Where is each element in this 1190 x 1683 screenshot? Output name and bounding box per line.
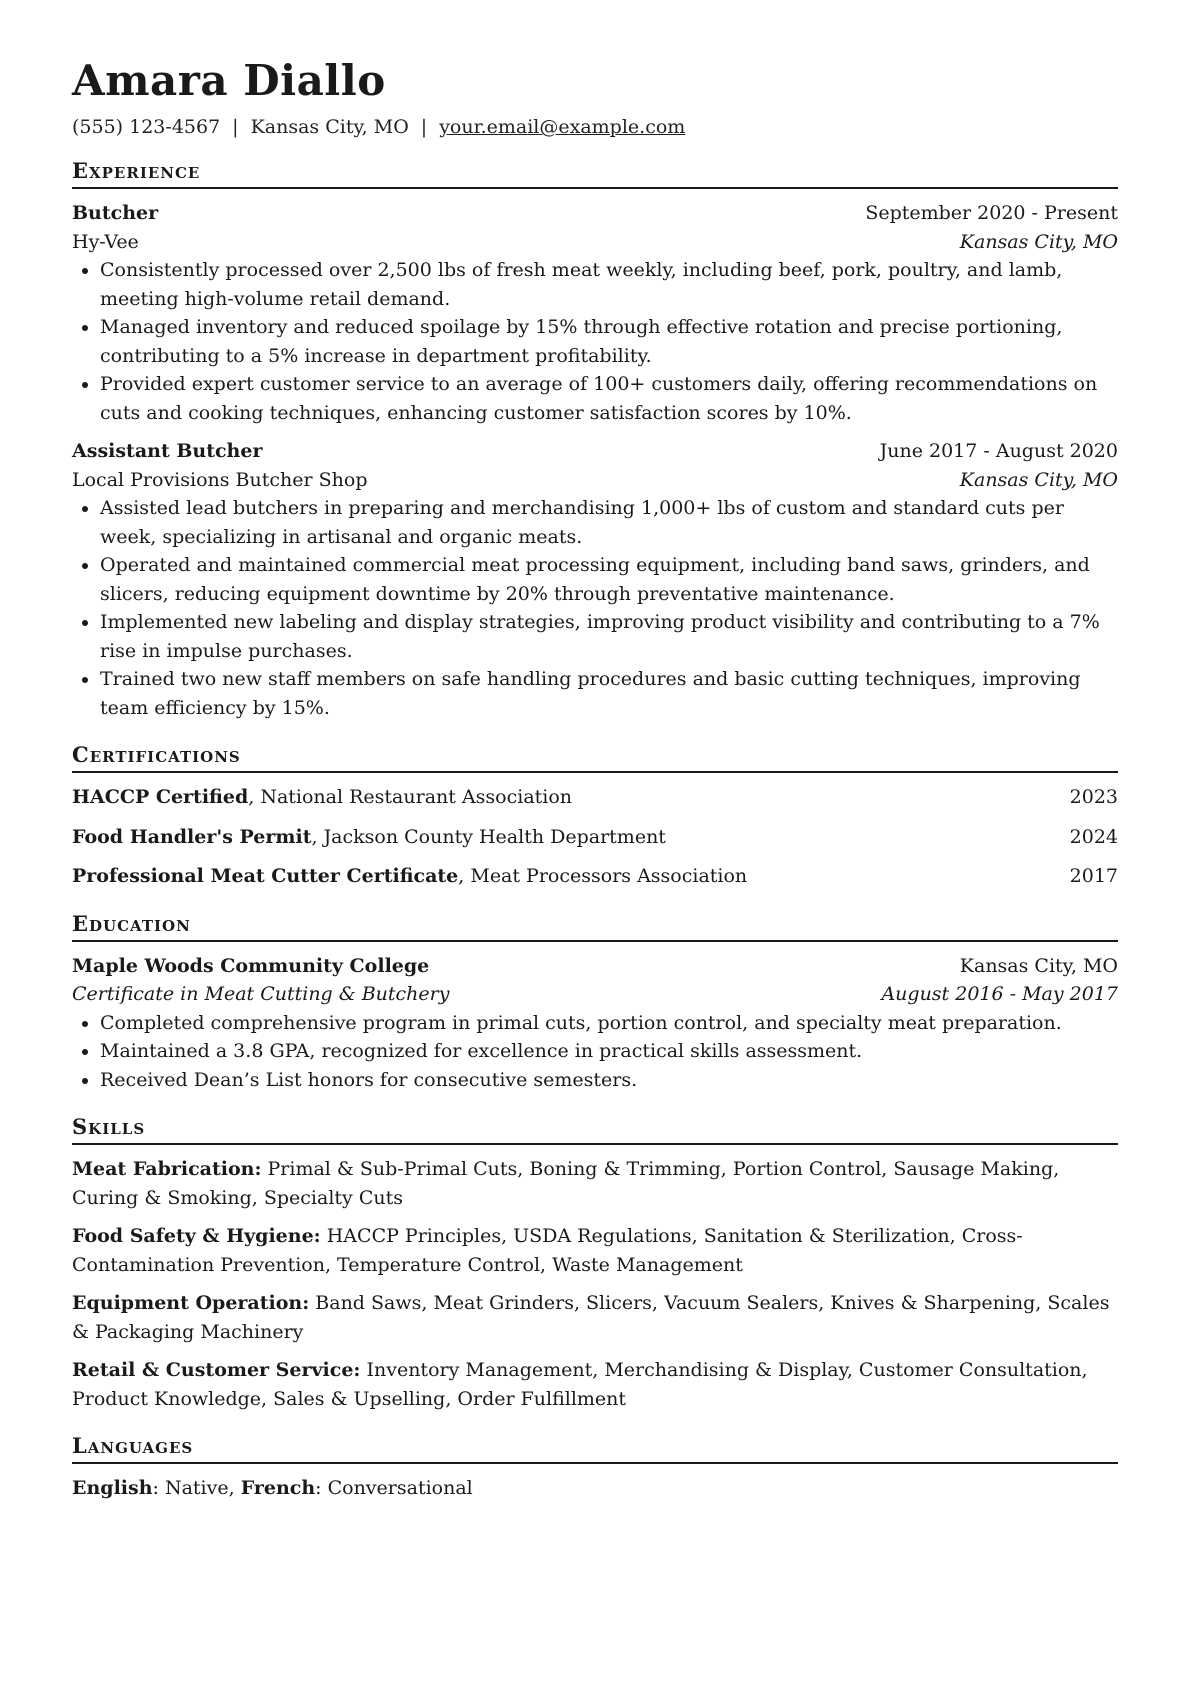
languages-line: [72, 1474, 1118, 1503]
cert-year: 2024: [1069, 825, 1118, 848]
job-dates: June 2017 - August 2020: [879, 440, 1118, 463]
skill-row: [72, 1356, 1118, 1413]
education-entry: [72, 952, 1118, 1095]
bullet-item: • Implemented new labeling and display strategies, improving product visibility and contributing to a 7% rise in impulse purchases.: [100, 608, 1118, 665]
skill-label: Meat Fabrication:: [72, 1158, 262, 1181]
location: Kansas City, MO: [250, 116, 409, 139]
section-title-experience: Experience: [72, 158, 1118, 189]
bullet-item: • Trained two new staff members on safe handling procedures and basic cutting techniques, improving team efficiency by 15%.: [100, 665, 1118, 722]
job-location: Kansas City, MO: [959, 468, 1118, 491]
job-dates: September 2020 - Present: [865, 202, 1118, 225]
bullet-list: [72, 256, 1118, 427]
bullet-list: [72, 1009, 1118, 1095]
certification-row: [72, 823, 1118, 852]
bullet-item: • Operated and maintained commercial meat processing equipment, including band saws, grinders, and slicers, reducing equipment downtime by 20% through preventative maintenance.: [100, 551, 1118, 608]
section-title-education: Education: [72, 911, 1118, 942]
skill-label: Food Safety & Hygiene:: [72, 1225, 321, 1248]
skill-text: Inventory Management, Merchandising & Display, Customer Consultation, Product Knowledge, Sales & Upselling, Order Fulfillment: [72, 1359, 1088, 1410]
phone: (555) 123-4567: [72, 116, 221, 139]
skill-text: Band Saws, Meat Grinders, Slicers, Vacuum Sealers, Knives & Sharpening, Scales & Packaging Machinery: [72, 1292, 1110, 1343]
cert-issuer: , Jackson County Health Department: [311, 825, 666, 848]
skill-text: Primal & Sub-Primal Cuts, Boning & Trimming, Portion Control, Sausage Making, Curing & Smoking, Specialty Cuts: [72, 1158, 1060, 1209]
certification-row: [72, 862, 1118, 891]
company: Local Provisions Butcher Shop: [72, 468, 368, 491]
cert-year: 2017: [1069, 865, 1118, 888]
language-name: English: [72, 1477, 153, 1500]
bullet-list: [72, 494, 1118, 722]
bullet-item: • Consistently processed over 2,500 lbs of fresh meat weekly, including beef, pork, poultry, and lamb, meeting high-volume retail demand.: [100, 256, 1118, 313]
language-level: : Conversational: [315, 1477, 473, 1500]
company: Hy-Vee: [72, 230, 139, 253]
bullet-item: • Maintained a 3.8 GPA, recognized for excellence in practical skills assessment.: [100, 1037, 1118, 1066]
bullet-item: • Completed comprehensive program in primal cuts, portion control, and specialty meat preparation.: [100, 1009, 1118, 1038]
school-location: Kansas City, MO: [959, 954, 1118, 977]
cert-year: 2023: [1069, 786, 1118, 809]
skill-row: [72, 1222, 1118, 1279]
cert-name: HACCP Certified: [72, 786, 249, 809]
contact-separator: |: [232, 116, 239, 139]
language-name: French: [240, 1477, 316, 1500]
skill-label: Retail & Customer Service:: [72, 1359, 361, 1382]
job-title: Assistant Butcher: [72, 440, 263, 463]
contact-line: [72, 116, 1118, 138]
section-title-skills: Skills: [72, 1114, 1118, 1145]
section-title-certifications: Certifications: [72, 742, 1118, 773]
skill-row: [72, 1289, 1118, 1346]
skill-row: [72, 1155, 1118, 1212]
skill-label: Equipment Operation:: [72, 1292, 310, 1315]
language-level: : Native,: [152, 1477, 241, 1500]
education-dates: August 2016 - May 2017: [881, 983, 1118, 1006]
degree: Certificate in Meat Cutting & Butchery: [72, 983, 450, 1006]
contact-separator: |: [420, 116, 428, 139]
bullet-item: • Provided expert customer service to an average of 100+ customers daily, offering recommendations on cuts and cooking techniques, enhancing customer satisfaction scores by 10%.: [100, 370, 1118, 427]
bullet-item: • Received Dean’s List honors for consecutive semesters.: [100, 1066, 1118, 1095]
section-title-languages: Languages: [72, 1433, 1118, 1464]
school-name: Maple Woods Community College: [72, 954, 430, 977]
email-link[interactable]: your.email@example.com: [439, 116, 686, 139]
cert-issuer: , National Restaurant Association: [248, 786, 573, 809]
candidate-name: Amara Diallo: [72, 56, 386, 105]
experience-entry: [72, 437, 1118, 722]
cert-name: Professional Meat Cutter Certificate: [72, 865, 459, 888]
certification-row: [72, 783, 1118, 812]
skill-text: HACCP Principles, USDA Regulations, Sanitation & Sterilization, Cross-Contamination Prevention, Temperature Control, Waste Management: [72, 1225, 1023, 1276]
bullet-item: • Assisted lead butchers in preparing and merchandising 1,000+ lbs of custom and standard cuts per week, specializing in artisanal and organic meats.: [100, 494, 1118, 551]
bullet-item: • Managed inventory and reduced spoilage by 15% through effective rotation and precise portioning, contributing to a 5% increase in department profitability.: [100, 313, 1118, 370]
job-title: Butcher: [72, 202, 159, 225]
job-location: Kansas City, MO: [959, 230, 1118, 253]
experience-entry: [72, 199, 1118, 427]
cert-name: Food Handler's Permit: [72, 825, 312, 848]
cert-issuer: , Meat Processors Association: [458, 865, 748, 888]
